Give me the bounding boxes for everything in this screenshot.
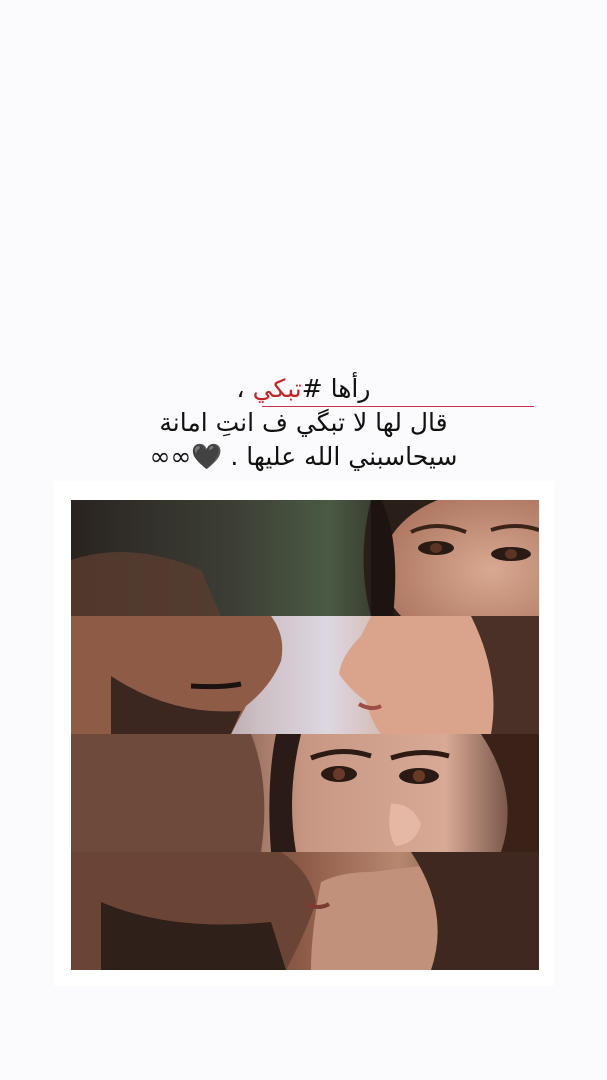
strip-1-image xyxy=(71,500,539,616)
strip-4-image xyxy=(71,852,539,970)
hashtag-link[interactable]: تبكي xyxy=(252,374,302,403)
caption-line-3 xyxy=(0,440,607,474)
collage-strip-1 xyxy=(71,500,539,616)
strip-2-image xyxy=(71,616,539,734)
infinity-icon: ∞ xyxy=(170,442,192,471)
collage-strip-4 xyxy=(71,852,539,970)
black-heart-icon: 🖤 xyxy=(191,442,223,471)
caption-line-3-text: سيحاسبني الله عليها . xyxy=(230,442,458,471)
caption-line-1-prefix: رأها # xyxy=(301,374,371,403)
hashtag-underline xyxy=(262,406,534,407)
infinity-icon-2: ∞ xyxy=(149,442,171,471)
caption-line-1 xyxy=(0,372,607,406)
caption-line-1-suffix: ، xyxy=(236,374,253,403)
caption-text-block xyxy=(0,372,607,474)
collage-strip-3 xyxy=(71,734,539,852)
strip-3-image xyxy=(71,734,539,852)
collage-strip-2 xyxy=(71,616,539,734)
caption-line-2: قال لها لا تبگي ف انتِ امانة xyxy=(159,408,448,437)
